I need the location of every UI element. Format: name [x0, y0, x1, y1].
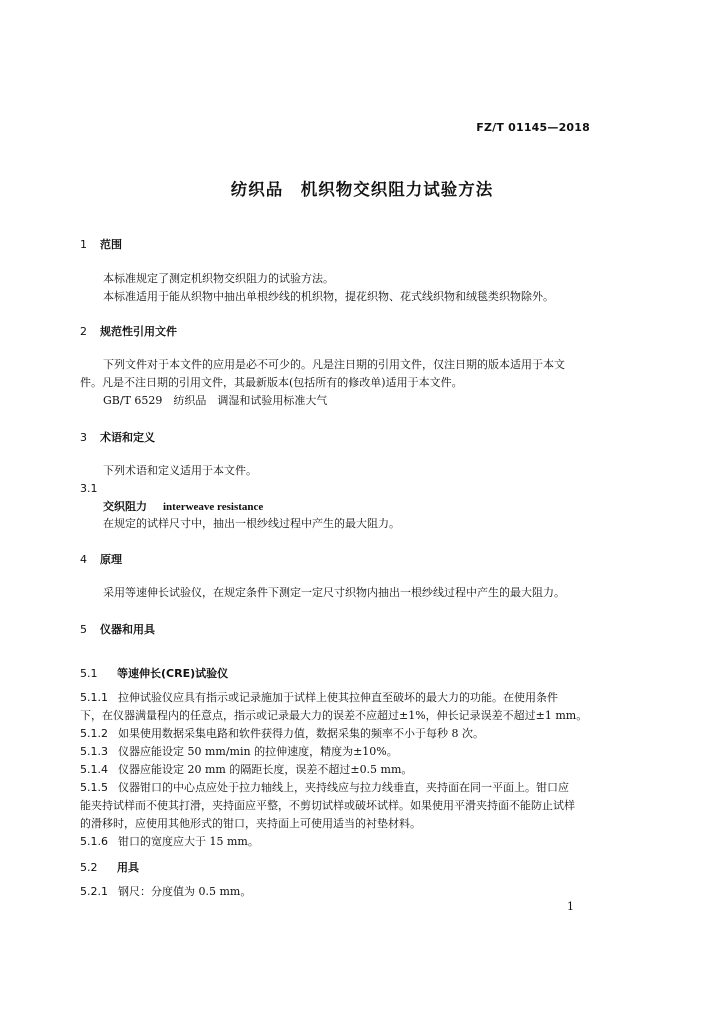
term-definition: 在规定的试样尺寸中，抽出一根纱线过程中产生的最大阻力。 [103, 517, 400, 530]
clause-continuation: 的滑移时，应使用其他形式的钳口，夹持面上可使用适当的衬垫材料。 [80, 817, 421, 830]
clause-5-1-1 [80, 689, 558, 706]
clause-5-1-6 [80, 833, 259, 850]
clause-continuation: 下，在仪器满量程内的任意点，指示或记录最大力的误差不应超过±1%，伸长记录误差不超过±1 mm。 [80, 709, 588, 722]
clause-text: 钢尺：分度值为 0.5 mm。 [118, 885, 252, 898]
clause-text: 仪器钳口的中心点应处于拉力轴线上，夹持线应与拉力线垂直，夹持面在同一平面上。钳口应 [118, 781, 569, 794]
paragraph: 本标准规定了测定机织物交织阻力的试验方法。 [103, 272, 334, 285]
clause-number: 5.1.6 [80, 835, 108, 848]
clause-number: 5.1.4 [80, 763, 108, 776]
section-5-heading [80, 621, 155, 637]
section-4-heading [80, 551, 122, 567]
term-chinese: 交织阻力 [103, 500, 147, 513]
clause-text: 拉伸试验仪应具有指示或记录施加于试样上使其拉伸直至破坏的最大力的功能。在使用条件 [118, 691, 558, 704]
clause-continuation: 能夹持试样而不使其打滑，夹持面应平整，不剪切试样或破坏试样。如果使用平滑夹持面不能防止试样 [80, 799, 575, 812]
section-1-heading [80, 236, 122, 252]
section-number: 2 [80, 325, 87, 338]
subsection-number: 5.2 [80, 861, 98, 874]
standard-code: FZ/T 01145—2018 [476, 121, 590, 134]
clause-number: 5.1.5 [80, 781, 108, 794]
section-title: 原理 [100, 553, 122, 566]
clause-text: 如果使用数据采集电路和软件获得力值，数据采集的频率不小于每秒 8 次。 [118, 727, 484, 740]
term-entry [103, 498, 263, 514]
clause-text: 钳口的宽度应大于 15 mm。 [118, 835, 259, 848]
clause-5-1-2 [80, 725, 484, 742]
section-number: 4 [80, 553, 87, 566]
section-title: 范围 [100, 238, 122, 251]
paragraph: 本标准适用于能从织物中抽出单根纱线的机织物，提花织物、花式线织物和绒毯类织物除外。 [103, 290, 554, 303]
paragraph: 下列术语和定义适用于本文件。 [103, 464, 257, 477]
section-number: 3 [80, 431, 87, 444]
clause-number: 5.1.2 [80, 727, 108, 740]
clause-text: 仪器应能设定 20 mm 的隔距长度，误差不超过±0.5 mm。 [118, 763, 413, 776]
paragraph: 件。凡是不注日期的引用文件，其最新版本(包括所有的修改单)适用于本文件。 [80, 376, 463, 389]
paragraph: 采用等速伸长试验仪，在规定条件下测定一定尺寸织物内抽出一根纱线过程中产生的最大阻力。 [103, 586, 565, 599]
clause-number: 5.1.1 [80, 691, 108, 704]
section-3-heading [80, 429, 155, 445]
page-number: 1 [567, 900, 574, 913]
term-number: 3.1 [80, 482, 98, 495]
section-number: 5 [80, 623, 87, 636]
subsection-title: 等速伸长(CRE)试验仪 [117, 667, 229, 680]
clause-text: 仪器应能设定 50 mm/min 的拉伸速度，精度为±10%。 [118, 745, 398, 758]
section-title: 仪器和用具 [100, 623, 155, 636]
normative-reference: GB/T 6529 纺织品 调湿和试验用标准大气 [103, 394, 328, 407]
term-english: interweave resistance [163, 501, 264, 513]
section-2-heading [80, 323, 177, 339]
document-title: 纺织品 机织物交织阻力试验方法 [230, 180, 494, 199]
section-number: 1 [80, 238, 87, 251]
clause-5-1-4 [80, 761, 412, 778]
clause-number: 5.2.1 [80, 885, 108, 898]
clause-5-1-3 [80, 743, 398, 760]
clause-number: 5.1.3 [80, 745, 108, 758]
section-title: 规范性引用文件 [100, 325, 177, 338]
paragraph: 下列文件对于本文件的应用是必不可少的。凡是注日期的引用文件，仅注日期的版本适用于本文 [103, 358, 565, 371]
subsection-number: 5.1 [80, 667, 98, 680]
subsection-5-1-heading [80, 665, 228, 681]
subsection-5-2-heading [80, 859, 139, 875]
clause-5-1-5 [80, 779, 569, 796]
section-title: 术语和定义 [100, 431, 155, 444]
subsection-title: 用具 [117, 861, 139, 874]
clause-5-2-1 [80, 883, 251, 900]
